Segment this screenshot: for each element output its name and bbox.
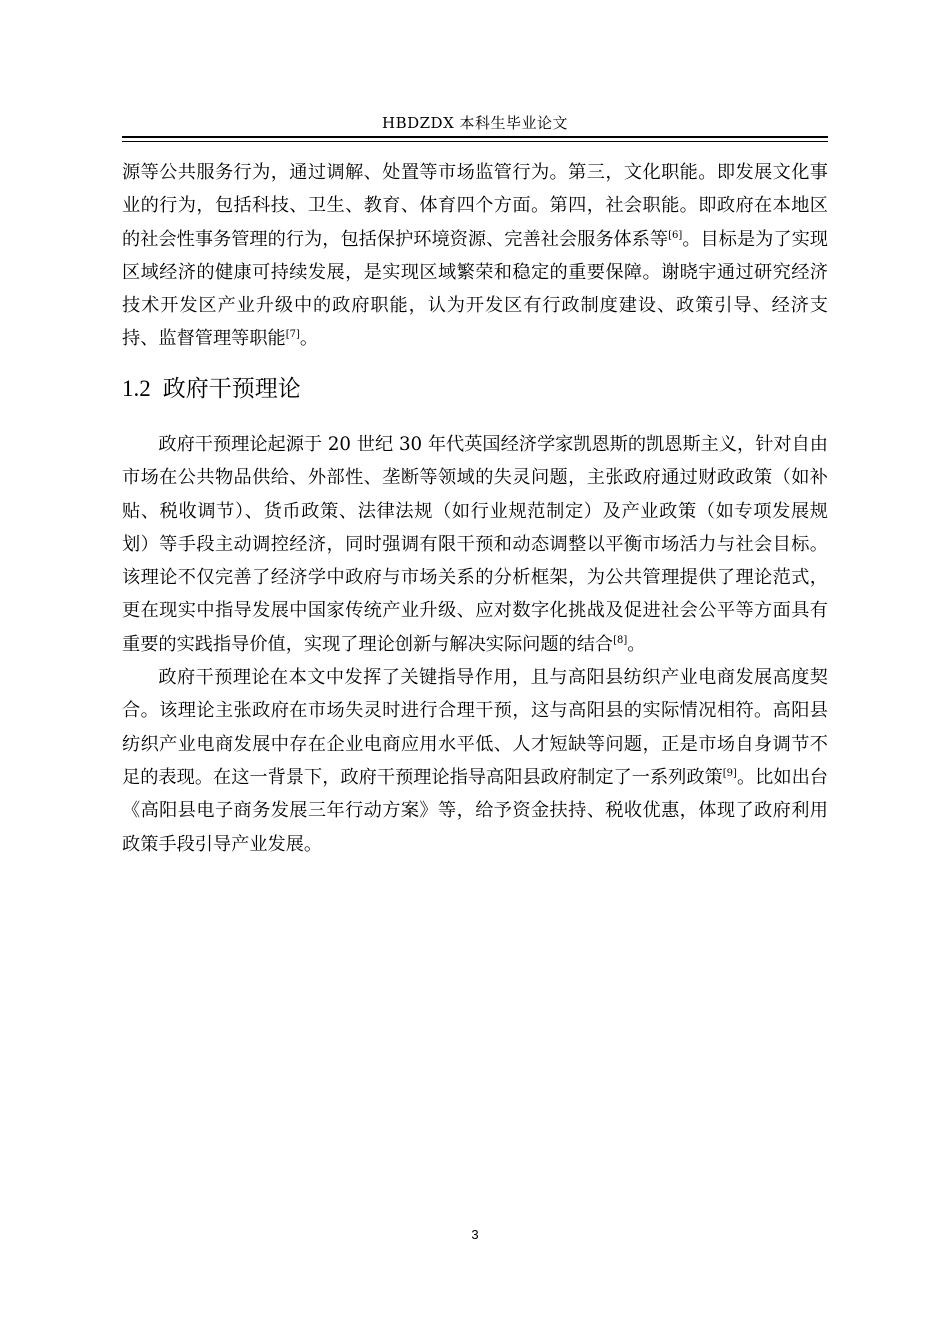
- citation-ref: [9]: [722, 767, 737, 779]
- paragraph-text: 政府干预理论在本文中发挥了关键指导作用，且与高阳县纺织产业电商发展高度契合。该理论主张政府在市场失灵时进行合理干预，这与高阳县的实际情况相符。高阳县纺织产业电商发展中存在企业电商应用水平低、人才短缺等问题，正是市场自身调节不足的表现。在这一背景下，政府干预理论指导高阳县政府制定了一系列政策: [122, 667, 828, 788]
- citation-ref: [8]: [613, 634, 628, 646]
- citation-ref: [6]: [668, 229, 683, 241]
- continuation-paragraph: [122, 156, 828, 356]
- body-paragraph: [122, 661, 828, 861]
- body-paragraph: [122, 428, 828, 661]
- paragraph-text: 。: [299, 328, 319, 350]
- header-double-rule: [122, 136, 828, 142]
- section-title: 政府干预理论: [162, 376, 301, 402]
- paragraph-text: 政府干预理论起源于 20 世纪 30 年代英国经济学家凯恩斯的凯恩斯主义，针对自由市场在公共物品供给、外部性、垄断等领域的失灵问题，主张政府通过财政政策（如补贴、税收调节）、货币政策、法律法规（如行业规范制定）及产业政策（如专项发展规划）等手段主动调控经济，同时强调有限干预和动态调整以平衡市场活力与社会目标。该理论不仅完善了经济学中政府与市场关系的分析框架，为公共管理提供了理论范式，更在现实中指导发展中国家传统产业升级、应对数字化挑战及促进社会公平等方面具有重要的实践指导价值，实现了理论创新与解决实际问题的结合: [122, 434, 828, 655]
- continuation-paragraph-block: [122, 156, 828, 356]
- citation-ref: [7]: [285, 329, 300, 341]
- paragraph-text: 。比如出台《高阳县电子商务发展三年行动方案》等，给予资金扶持、税收优惠，体现了政府利用政策手段引导产业发展。: [122, 766, 828, 855]
- section-heading: [122, 370, 301, 403]
- running-header: HBDZDX 本科生毕业论文: [381, 114, 569, 132]
- paragraph-text: 。: [627, 633, 646, 655]
- paragraph-text: 。目标是为了实现区域经济的健康可持续发展，是实现区域繁荣和稳定的重要保障。谢晓宇通过研究经济技术开发区产业升级中的政府职能，认为开发区有行政制度建设、政策引导、经济支持、监督管理等职能: [122, 228, 828, 350]
- section-body: [122, 428, 828, 861]
- page-number: 3: [471, 1227, 479, 1242]
- paragraph-text: 源等公共服务行为，通过调解、处置等市场监管行为。第三，文化职能。即发展文化事业的行为，包括科技、卫生、教育、体育四个方面。第四，社会职能。即政府在本地区的社会性事务管理的行为，包括保护环境资源、完善社会服务体系等: [122, 162, 828, 250]
- section-number: 1.2: [122, 376, 151, 401]
